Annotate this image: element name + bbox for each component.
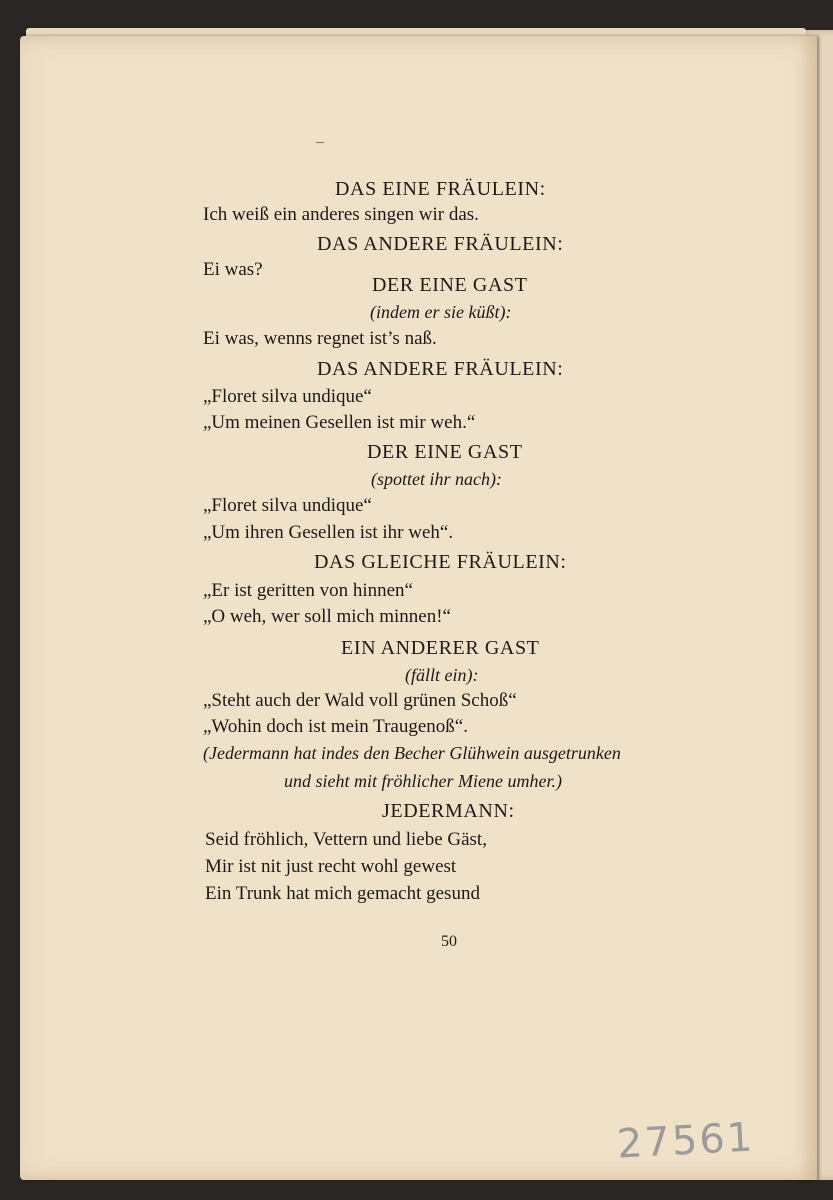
stage-direction: und sieht mit fröhlicher Miene umher.) [284, 771, 562, 791]
printer-dash [316, 142, 324, 143]
speaker-das-gleiche-fraeulein: DAS GLEICHE FRÄULEIN: [314, 551, 567, 573]
verse-line: Ei was, wenns regnet ist’s naß. [203, 328, 437, 349]
verse-line: „Um meinen Gesellen ist mir weh.“ [203, 412, 476, 433]
verse-line: „Er ist geritten von hinnen“ [203, 580, 413, 601]
verse-line: Ei was? [203, 259, 263, 280]
book-page [20, 36, 817, 1180]
speaker-der-eine-gast: DER EINE GAST [372, 274, 528, 296]
speaker-der-eine-gast: DER EINE GAST [367, 441, 523, 463]
verse-line: „O weh, wer soll mich minnen!“ [203, 606, 451, 627]
speaker-das-andere-fraeulein: DAS ANDERE FRÄULEIN: [317, 233, 564, 255]
speaker-das-eine-fraeulein: DAS EINE FRÄULEIN: [335, 178, 546, 200]
handwritten-shelfmark: 27561 [615, 1114, 756, 1168]
stage-direction: (Jedermann hat indes den Becher Glühwein ausgetrunken [203, 743, 621, 763]
stage-direction: (fällt ein): [405, 665, 479, 685]
verse-line: „Floret silva undique“ [203, 495, 372, 516]
verse-line: „Floret silva undique“ [203, 386, 372, 407]
stage-direction: (indem er sie küßt): [370, 302, 512, 322]
verse-line: „Um ihren Gesellen ist ihr weh“. [203, 522, 454, 543]
verse-line: Mir ist nit just recht wohl gewest [205, 856, 457, 877]
verse-line: Ein Trunk hat mich gemacht gesund [205, 883, 480, 904]
speaker-das-andere-fraeulein: DAS ANDERE FRÄULEIN: [317, 358, 564, 380]
speaker-ein-anderer-gast: EIN ANDERER GAST [341, 637, 540, 659]
verse-line: Ich weiß ein anderes singen wir das. [203, 204, 479, 225]
verse-line: „Wohin doch ist mein Traugenoß“. [203, 716, 468, 737]
verse-line: Seid fröhlich, Vettern und liebe Gäst, [205, 829, 487, 850]
verse-line: „Steht auch der Wald voll grünen Schoß“ [203, 690, 517, 711]
page-number: 50 [441, 933, 457, 950]
stage-direction: (spottet ihr nach): [371, 469, 502, 489]
speaker-jedermann: JEDERMANN: [382, 800, 515, 822]
